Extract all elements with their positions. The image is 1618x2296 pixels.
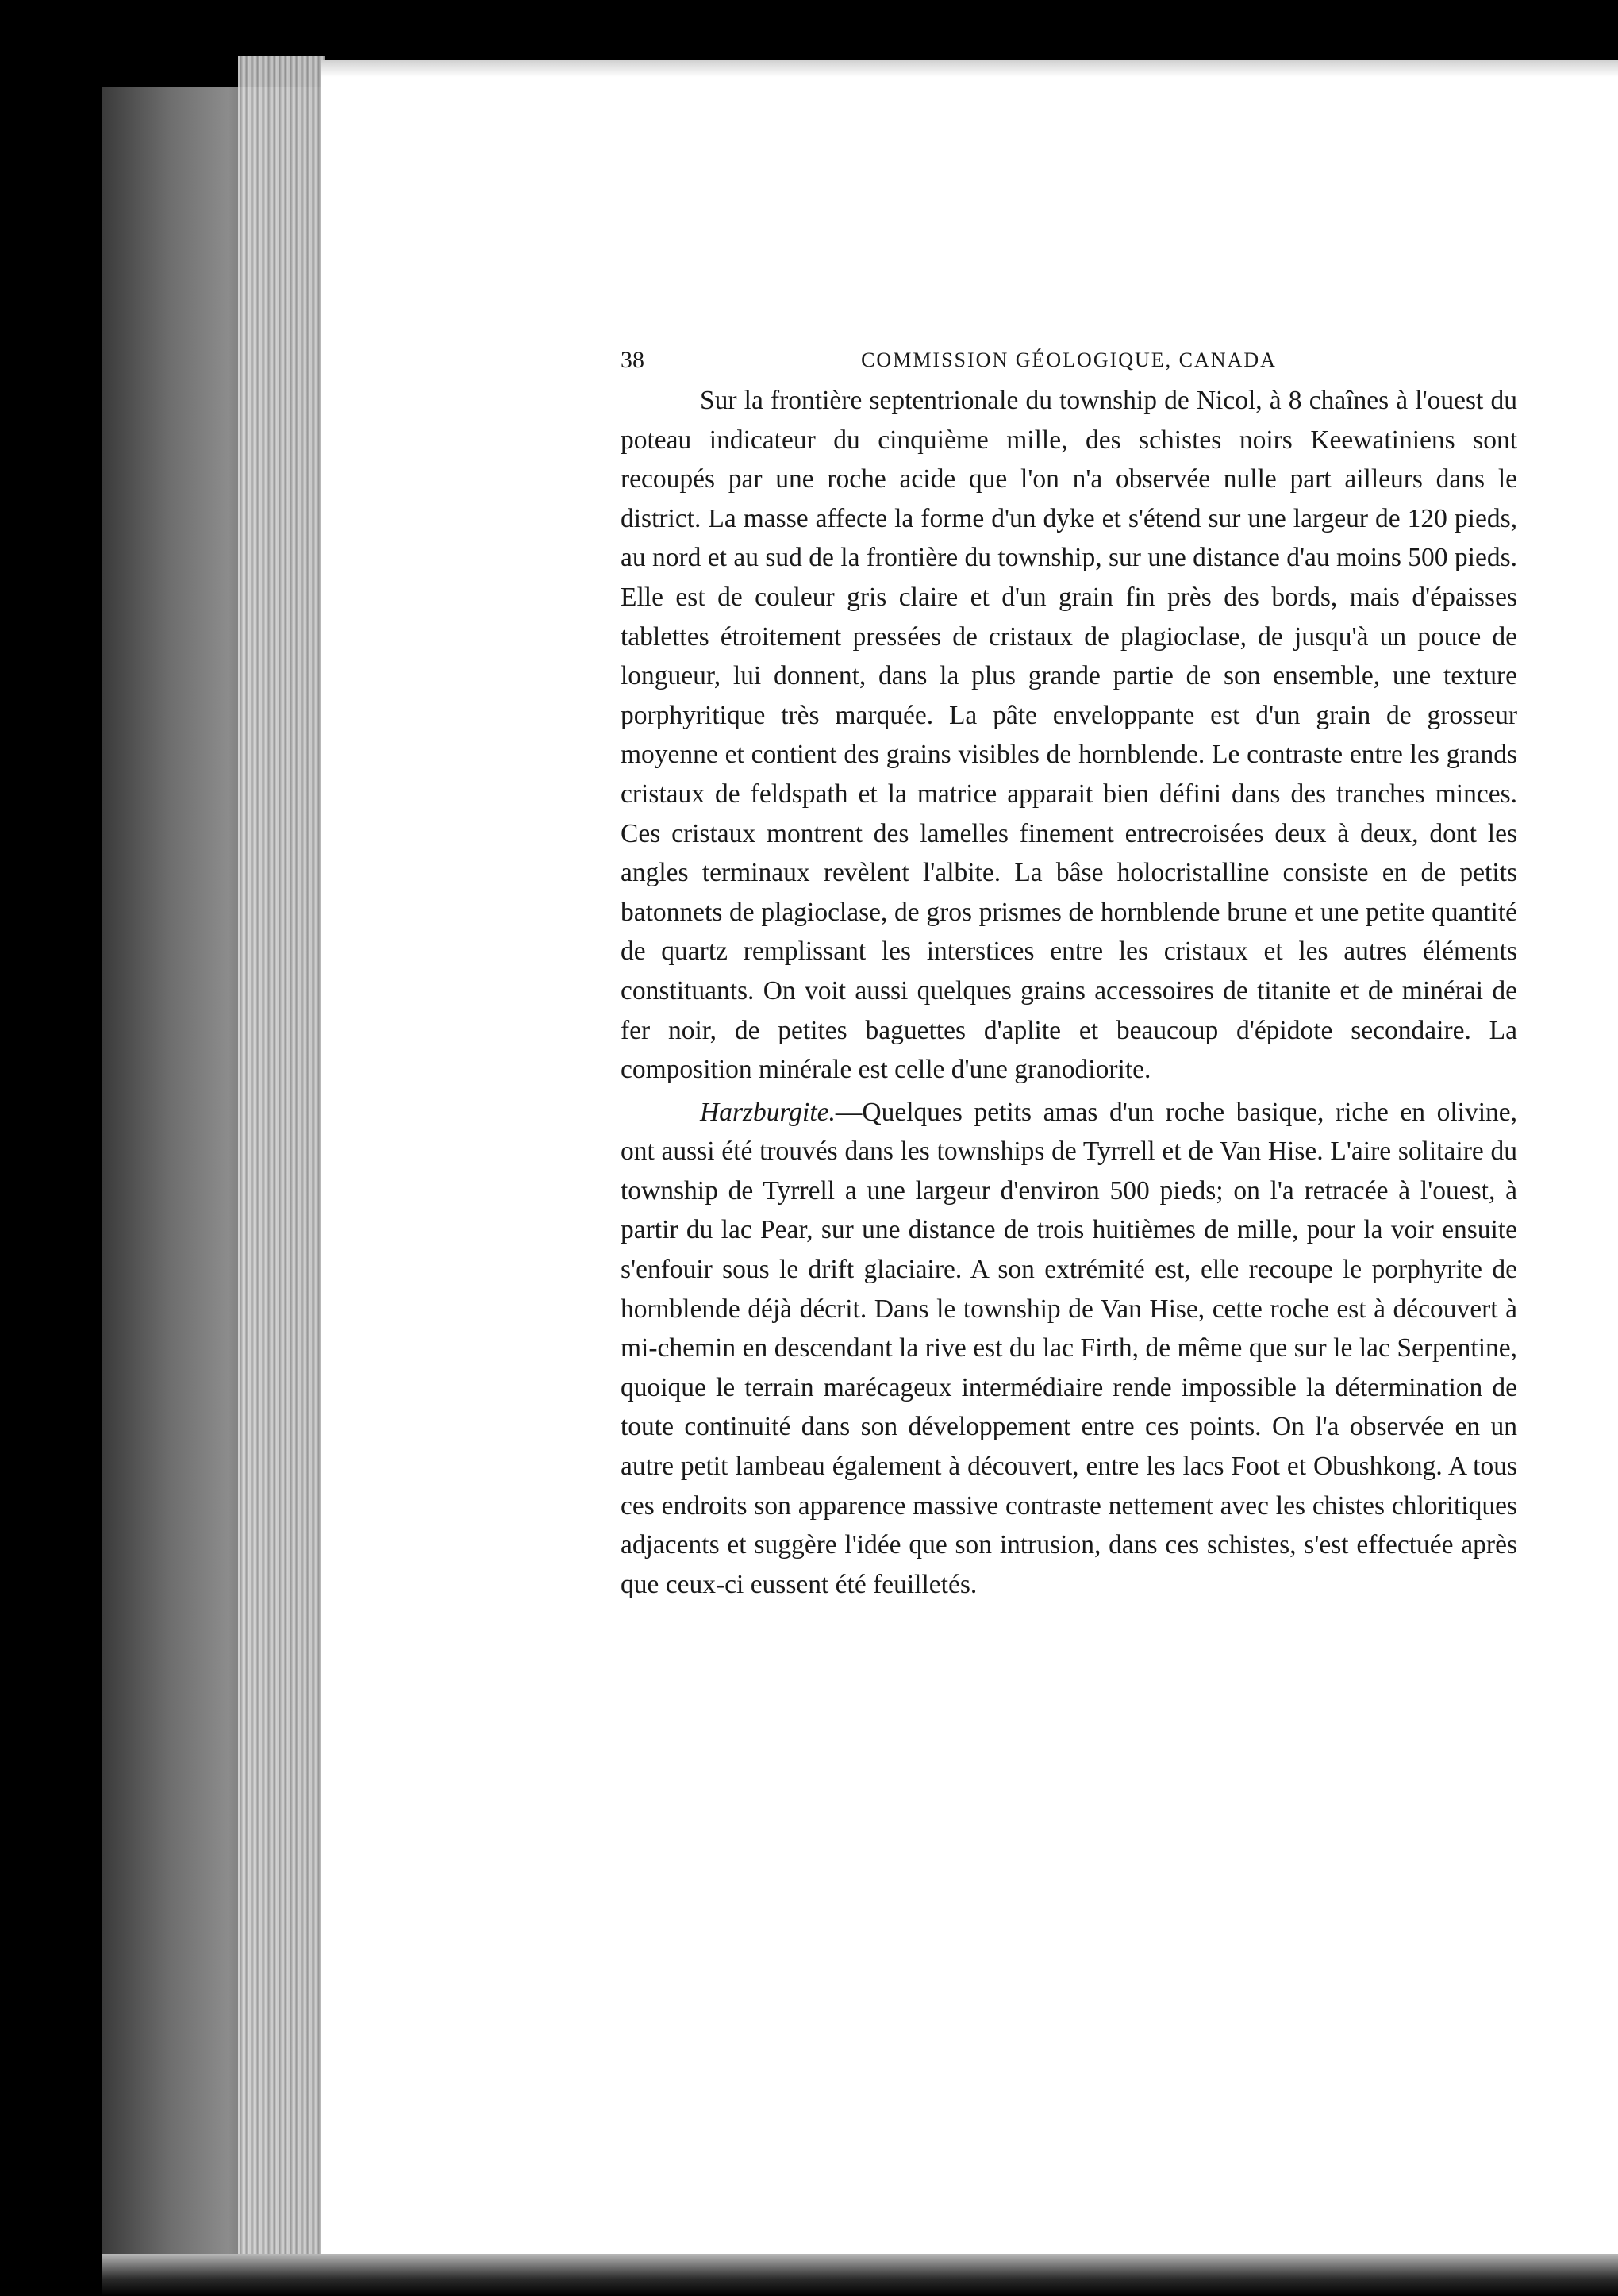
page-top-shadow xyxy=(321,60,1618,77)
paragraph-text: Sur la frontière septentrionale du township de Nicol, à 8 chaînes à l'ouest du poteau indicateur du cinquième mille, des schistes noirs Keewatiniens sont recoupés par une roche acide que l'on n'a observée nulle part ailleurs dans le district. La masse affecte la forme d'un dyke et s'étend sur une largeur de 120 pieds, au nord et au sud de la frontière du township, sur une distance d'au moins 500 pieds. Elle est de couleur gris claire et d'un grain fin près des bords, mais d'épaisses tablettes étroitement pressées de cristaux de plagioclase, de jusqu'à un pouce de longueur, lui donnent, dans la plus grande partie de son ensemble, une texture porphyritique très marquée. La pâte enveloppante est d'un grain de grosseur moyenne et contient des grains visibles de hornblende. Le contraste entre les grands cristaux de feldspath et la matrice apparait bien défini dans des tranches minces. Ces cristaux montrent des lamelles finement entrecroisées deux à deux, dont les angles terminaux revèlent l'albite. La bâse holocristalline consiste en de petits batonnets de plagioclase, de gros prismes de hornblende brune et une petite quantité de quartz remplissant les interstices entre les cristaux et les autres éléments constituants. On voit aussi quelques grains accessoires de titanite et de minérai de fer noir, de petites baguettes d'aplite et beaucoup d'épidote secondaire. La composition minérale est celle d'une granodiorite. xyxy=(621,386,1517,1085)
section-lead-harzburgite: Harzburgite. xyxy=(700,1097,836,1127)
page-content xyxy=(621,343,1517,1604)
paragraph-text: —Quelques petits amas d'un roche basique, riche en olivine, ont aussi été trouvés dans les townships de Tyrrell et de Van Hise. L'aire solitaire du township de Tyrrell a une largeur d'environ 500 pieds; on l'a retracée à l'ouest, à partir du lac Pear, sur une distance de trois huitièmes de mille, pour la voir ensuite s'enfouir sous le drift glaciaire. A son extrémité est, elle recoupe le porphyrite de hornblende déjà décrit. Dans le township de Van Hise, cette roche est à découvert à mi-chemin en descendant la rive est du lac Firth, de même que sur le lac Serpentine, quoique le terrain marécageux intermédiaire rende impossible la détermination de toute continuité dans son développement entre ces points. On l'a observée en un autre petit lambeau également à découvert, entre les lacs Foot et Obushkong. A tous ces endroits son apparence massive contraste nettement avec les chistes chloritiques adjacents et suggère l'idée que son intrusion, dans ces schistes, s'est effectuée après que ceux-ci eussent été feuilletés. xyxy=(621,1097,1517,1599)
paragraph-harzburgite xyxy=(621,1093,1517,1605)
running-head xyxy=(621,343,1517,378)
page-bottom-edge xyxy=(102,2254,1618,2296)
page-stack-edge xyxy=(238,56,325,2278)
page-number: 38 xyxy=(621,347,644,373)
paragraph-granodiorite xyxy=(621,381,1517,1090)
header-title: COMMISSION GÉOLOGIQUE, CANADA xyxy=(861,348,1277,371)
